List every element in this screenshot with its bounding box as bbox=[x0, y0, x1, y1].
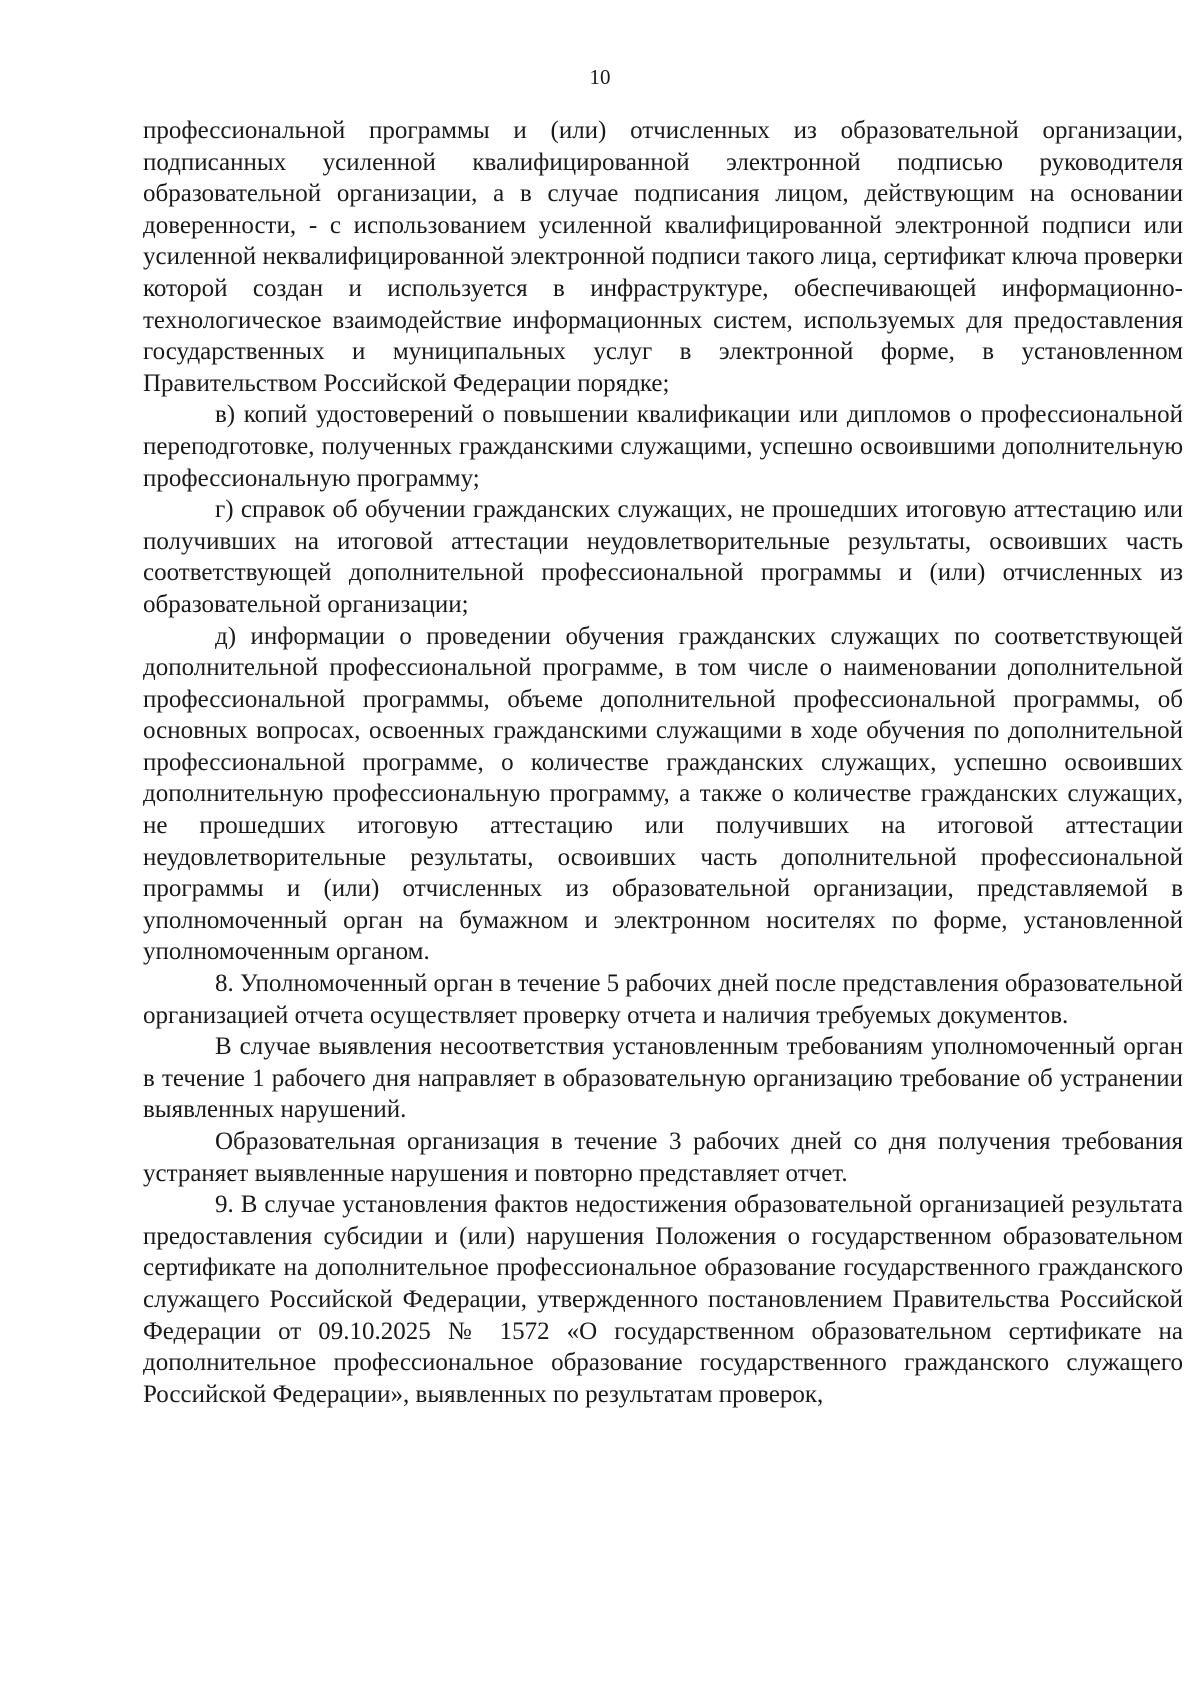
paragraph-clause-8-noncompliance: В случае выявления несоответствия установленным требованиям уполномоченный орган в течение 1 рабочего дня направляет в образовательную организацию требование об устранении выявленных нарушений. bbox=[143, 1033, 1183, 1124]
paragraph-item-d: д) информации о проведении обучения гражданских служащих по соответствующей дополнительной профессиональной программе, в том числе о наименовании дополнительной профессиональной программы, объеме дополнительной профессиональной программы, об основных вопросах, освоенных гражданскими служащими в ходе обучения по дополнительной профессиональной программе, о количестве гражданских служащих, успешно освоивших дополнительную профессиональную программу, а также о количестве гражданских служащих, не прошедших итоговую аттестацию или получивших на итоговой аттестации неудовлетворительные результаты, освоивших часть дополнительной профессиональной программы и (или) отчисленных из образовательной организации, представляемой в уполномоченный орган на бумажном и электронном носителях по форме, установленной уполномоченным органом. bbox=[143, 622, 1183, 966]
document-body bbox=[143, 115, 1183, 1410]
paragraph-continuation: профессиональной программы и (или) отчисленных из образовательной организации, подписанных усиленной квалифицированной электронной подписью руководителя образовательной организации, а в случае подписания лицом, действующим на основании доверенности, - с использованием усиленной квалифицированной электронной подписи или усиленной неквалифицированной электронной подписи такого лица, сертификат ключа проверки которой создан и используется в инфраструктуре, обеспечивающей информационно-технологическое взаимодействие информационных систем, используемых для предоставления государственных и муниципальных услуг в электронной форме, в установленном Правительством Российской Федерации порядке; bbox=[143, 117, 1183, 397]
paragraph-item-v: в) копий удостоверений о повышении квалификации или дипломов о профессиональной переподготовке, полученных гражданскими служащими, успешно освоившими дополнительную профессиональную программу; bbox=[143, 401, 1183, 492]
paragraph-clause-8: 8. Уполномоченный орган в течение 5 рабочих дней после представления образовательной организацией отчета осуществляет проверку отчета и наличия требуемых документов. bbox=[143, 970, 1183, 1029]
paragraph-clause-9: 9. В случае установления фактов недостижения образовательной организацией результата предоставления субсидии и (или) нарушения Положения о государственном образовательном сертификате на дополнительное профессиональное образование государственного гражданского служащего Российской Федерации, утвержденного постановлением Правительства Российской Федерации от 09.10.2025 № 1572 «О государственном образовательном сертификате на дополнительное профессиональное образование государственного гражданского служащего Российской Федерации», выявленных по результатам проверок, bbox=[143, 1191, 1183, 1408]
paragraph-clause-8-correction: Образовательная организация в течение 3 рабочих дней со дня получения требования устраняет выявленные нарушения и повторно представляет отчет. bbox=[143, 1128, 1183, 1187]
paragraph-item-g: г) справок об обучении гражданских служащих, не прошедших итоговую аттестацию или получивших на итоговой аттестации неудовлетворительные результаты, освоивших часть соответствующей дополнительной профессиональной программы и (или) отчисленных из образовательной организации; bbox=[143, 496, 1183, 618]
page-number: 10 bbox=[589, 65, 611, 89]
